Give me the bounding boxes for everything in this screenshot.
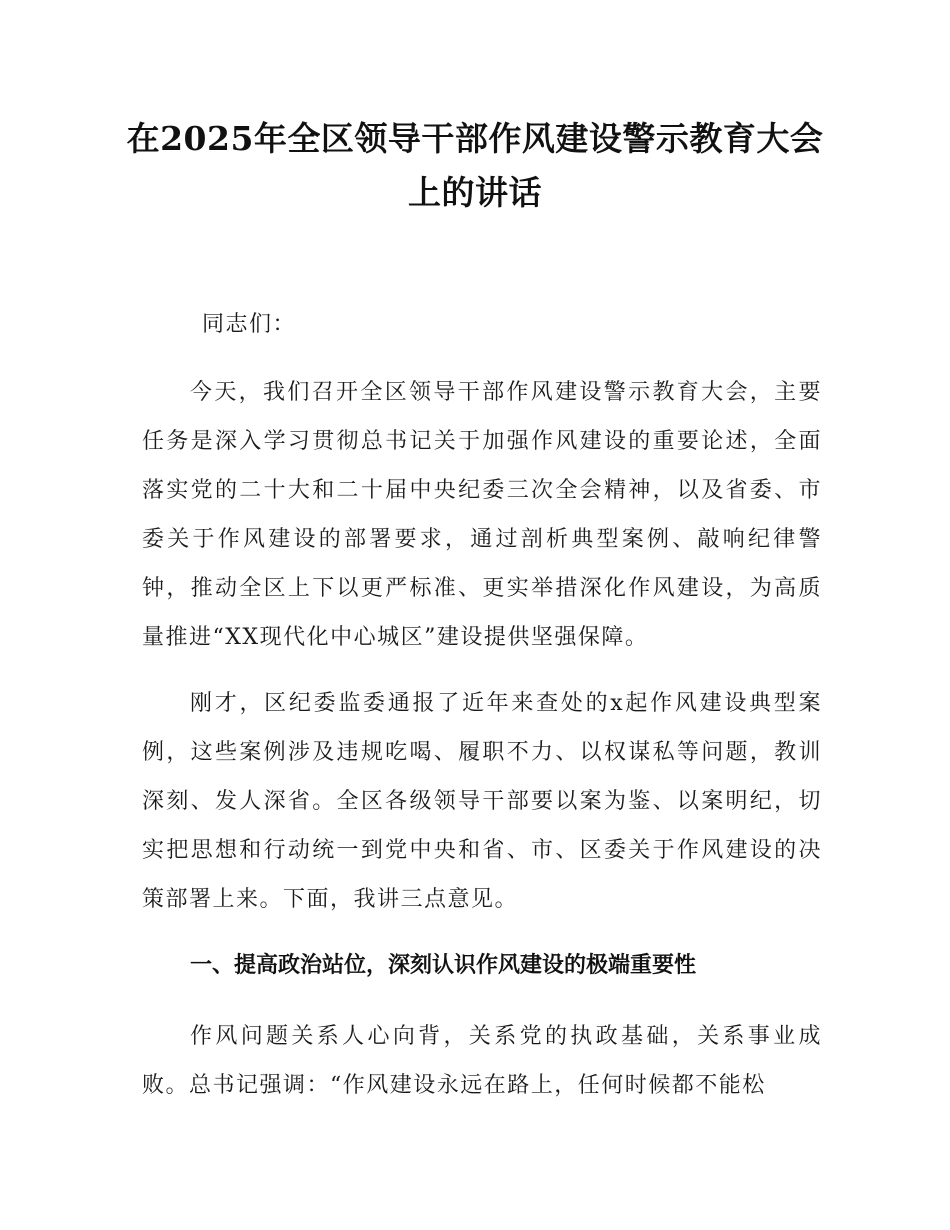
body-paragraph-2: 刚才，区纪委监委通报了近年来查处的x起作风建设典型案例，这些案例涉及违规吃喝、履职不力、以权谋私等问题，教训深刻、发人深省。全区各级领导干部要以案为鉴、以案明纪，切实把思想和行动统一到党中央和省、市、区委关于作风建设的决策部署上来。下面，我讲三点意见。 (142, 691, 822, 912)
section-heading-1: 一、提高政治站位，深刻认识作风建设的极端重要性 (190, 953, 697, 978)
body-paragraph-1: 今天，我们召开全区领导干部作风建设警示教育大会，主要任务是深入学习贯彻总书记关于加强作风建设的重要论述，全面落实党的二十大和二十届中央纪委三次全会精神，以及省委、市委关于作风建设的部署要求，通过剖析典型案例、敲响纪律警钟，推动全区上下以更严标准、更实举措深化作风建设，为高质量推进“XX现代化中心城区”建设提供坚强保障。 (142, 380, 822, 650)
salutation: 同志们： (202, 312, 297, 337)
section-1-paragraph: 作风问题关系人心向背，关系党的执政基础，关系事业成败。总书记强调：“作风建设永远在路上，任何时候都不能松 (142, 1024, 822, 1098)
document-title: 在2025年全区领导干部作风建设警示教育大会上的讲话 (126, 119, 824, 212)
